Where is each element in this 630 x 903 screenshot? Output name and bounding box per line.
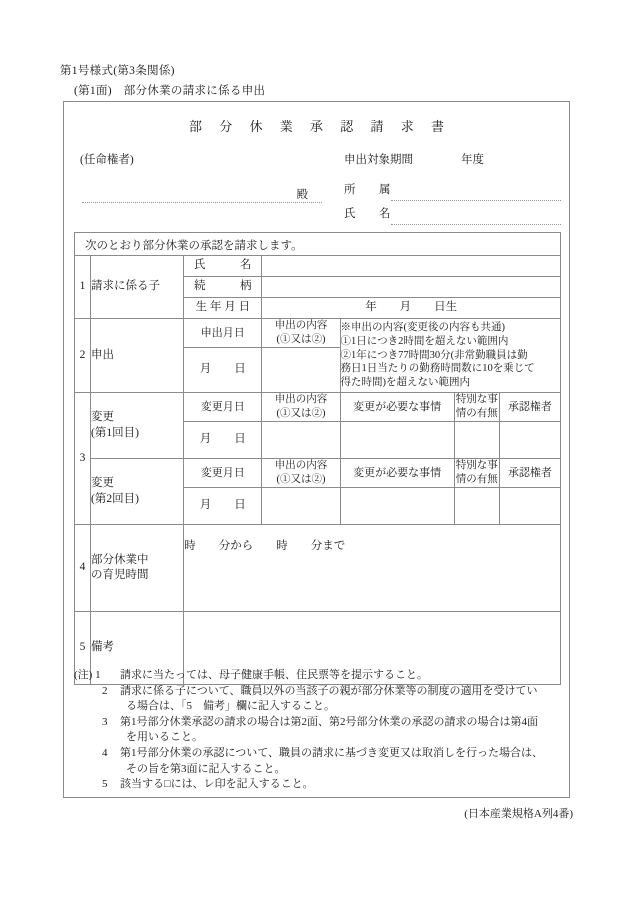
header-right [344,147,561,233]
dono-honorific: 殿 [295,186,311,202]
change2-date-header: 変更月日 [184,459,262,488]
footnote-item [74,715,561,731]
row4-label-line1: 部分休業中 [91,553,149,566]
submission-note-line-2: ①1日につき2時間を超えない範囲内 [340,335,509,347]
table-row [75,256,561,277]
change2-date-value[interactable]: 月 日 [184,488,262,525]
submission-note-line-1: ※申出の内容(変更後の内容も共通) [340,321,506,333]
change1-content-value[interactable] [262,422,340,459]
childcare-time-value[interactable]: 時 分から 時 分まで [184,525,561,612]
change1-reason-value[interactable] [340,422,454,459]
footnote-text: 該当する□には、レ印を記入すること。 [120,778,314,791]
affiliation-field[interactable] [344,180,561,202]
footnote-number: 4 [102,747,108,760]
footnote-item [74,668,561,684]
table-row [75,525,561,612]
change1-special-header-line1: 特別な事 [455,394,498,406]
change2-label-line1: 変更 [91,477,115,490]
change2-approver-value[interactable] [499,488,560,525]
row2-label: 申出 [91,319,184,393]
change2-approver-header: 承認権者 [499,459,560,488]
change2-reason-header: 変更が必要な事情 [340,459,454,488]
submission-content-header-line1: 申出の内容 [274,320,328,332]
period-row [344,151,484,167]
change1-content-header-line2: (①又は②) [276,408,326,419]
document-title: 部 分 休 業 承 認 請 求 書 [188,119,451,134]
change2-content-header-line1: 申出の内容 [274,460,328,472]
main-form-table [74,255,561,685]
row2-number: 2 [75,319,91,393]
change2-label [91,459,184,525]
footnote-item [74,684,561,700]
period-label: 申出対象期間 [344,154,413,166]
change1-reason-header: 変更が必要な事情 [340,393,454,422]
footnote-item [74,777,561,793]
change1-approver-value[interactable] [499,422,560,459]
change2-label-line2: (第2回目) [91,492,139,505]
footnote-text: 請求に当たっては、母子健康手帳、住民票等を提示すること。 [120,669,428,681]
submission-content-header-line2: (①又は②) [276,334,326,345]
page-label: (第1面) 部分休業の請求に係る申出 [74,85,266,97]
table-row [75,393,561,422]
change1-content-header-line1: 申出の内容 [274,394,328,406]
row5-number: 5 [75,612,91,685]
change1-special-header-line2: 情の有無 [455,408,498,419]
period-year-unit: 年度 [461,154,484,166]
form-code: 第1号様式(第3条関係) [60,65,175,77]
footnote-text: 第1号部分休業の承認について、職員の請求に基づき変更又は取消しを行った場合は、 [120,747,544,760]
change1-date-value[interactable]: 月 日 [184,422,262,459]
submission-date-value[interactable]: 月 日 [184,348,262,393]
change2-special-value[interactable] [454,488,499,525]
header-left [74,147,336,233]
appointer-dotted-line [82,202,322,203]
request-sentence-row [74,232,561,255]
change2-special-header [454,459,499,488]
change2-reason-value[interactable] [340,488,454,525]
submission-note-line-3: ②1年につき77時間30分(非常勤職員は勤 [340,349,528,361]
submission-note-line-4: 務日1日当たりの勤務時間数に10を乗じて [340,363,535,375]
change1-label [91,393,184,459]
submission-note-line-5: 得た時間)を超えない範囲内 [340,377,471,389]
row4-number: 4 [75,525,91,612]
footnote-number: 5 [102,778,108,791]
form-outer-frame [63,101,570,798]
submission-note [340,319,560,393]
appointer-label: (任命権者) [80,154,134,166]
row1-label: 請求に係る子 [91,256,184,319]
affiliation-label: 所 属 [344,184,397,196]
submission-content-value[interactable] [262,348,340,393]
appointer-name-field[interactable] [82,185,322,203]
change2-content-header-line2: (①又は②) [276,474,326,485]
name-dotted-line [391,224,561,225]
name-label: 氏 名 [344,208,397,220]
submission-date-header: 申出月日 [184,319,262,348]
row4-label [91,525,184,612]
footnote-text: 第1号部分休業承認の請求の場合は第2面、第2号部分休業の承認の請求の場合は第4面 [120,715,538,728]
change1-date-header: 変更月日 [184,393,262,422]
submission-content-header [262,319,340,348]
request-sentence: 次のとおり部分休業の承認を請求します。 [85,240,303,252]
change1-label-line2: (第1回目) [91,426,139,439]
change1-special-value[interactable] [454,422,499,459]
header-block [74,147,561,233]
footnote-number: 3 [102,715,108,728]
footnote-continuation: る場合は、「5 備考」欄に記入すること。 [126,700,335,713]
footnotes [74,668,561,793]
footnote-text: 請求に係る子について、職員以外の当該子の親が部分休業等の制度の適用を受けてい [120,684,538,697]
change2-special-header-line1: 特別な事 [455,460,498,472]
child-dob-header: 生 年 月 日 [184,298,262,319]
child-name-value[interactable] [262,256,561,277]
child-name-header: 氏 名 [184,256,262,277]
jis-paper-size-note: (日本産業規格A列4番) [464,808,573,820]
change1-approver-header: 承認権者 [499,393,560,422]
name-field[interactable] [344,204,561,226]
footnote-prefix: (注) 1 [74,669,101,681]
footnote-continuation: を用いること。 [126,731,203,744]
affiliation-dotted-line [391,200,561,201]
change1-label-line1: 変更 [91,411,115,424]
change1-content-header [262,393,340,422]
row3-number: 3 [75,393,91,525]
footnote-item [74,746,561,762]
change2-content-header [262,459,340,488]
table-row [75,319,561,348]
change1-special-header [454,393,499,422]
change2-content-value[interactable] [262,488,340,525]
row4-label-line2: の育児時間 [91,569,149,581]
table-row [75,459,561,488]
change2-special-header-line2: 情の有無 [455,474,498,485]
child-dob-value[interactable]: 年 月 日生 [262,298,561,319]
row5-label: 備考 [91,612,184,685]
footnote-number: 2 [102,684,108,697]
footnote-continuation: その旨を第3面に記入すること。 [126,762,286,775]
child-relation-header: 続 柄 [184,277,262,298]
row1-number: 1 [75,256,91,319]
child-relation-value[interactable] [262,277,561,298]
